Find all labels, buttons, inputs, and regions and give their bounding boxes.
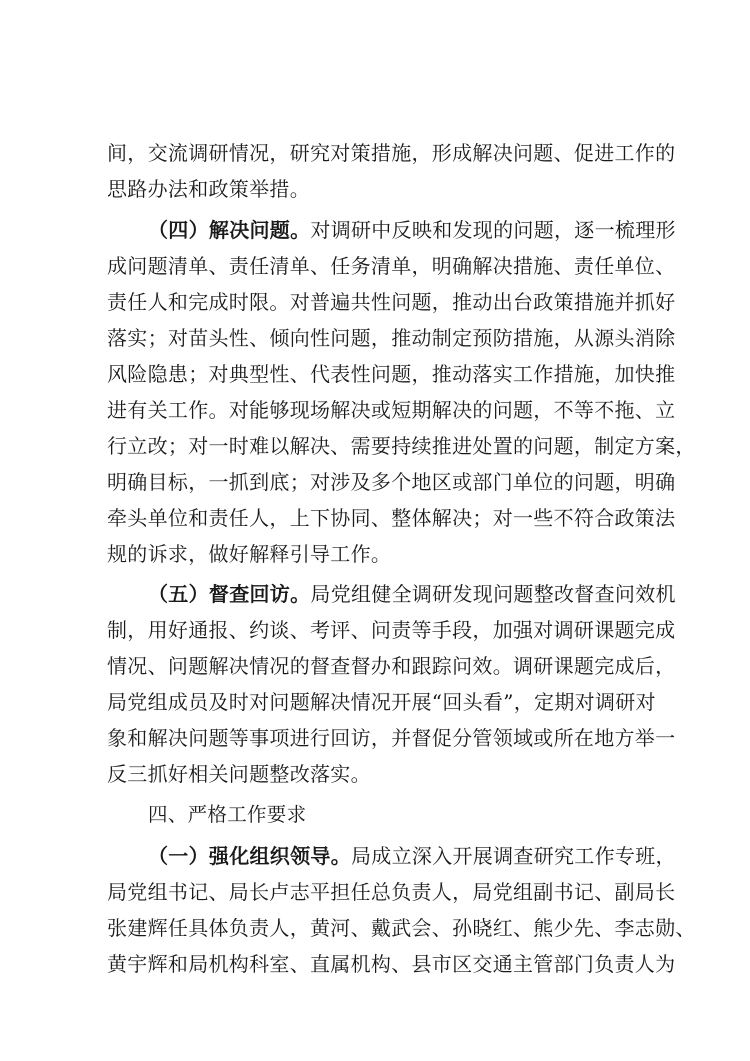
paragraph-line: 落实；对苗头性、倾向性问题，推动制定预防措施，从源头消除 (107, 326, 676, 350)
section-heading: 四、严格工作要求 (148, 803, 307, 826)
subsection-1-title: （一）强化组织领导。 (148, 844, 351, 868)
paragraph-line: 责任人和完成时限。对普遍共性问题，推动出台政策措施并抓好 (107, 290, 676, 314)
paragraph-line: 制，用好通报、约谈、考评、问责等手段，加强对调研课题完成 (107, 618, 676, 642)
paragraph-line: 行立改；对一时难以解决、需要持续推进处置的问题，制定方案， (107, 434, 696, 458)
paragraph-line: 张建辉任具体负责人，黄河、戴武会、孙晓红、熊少先、李志勋、 (107, 916, 696, 940)
paragraph-line: 间，交流调研情况，研究对策措施，形成解决问题、促进工作的 (107, 141, 676, 165)
paragraph-line: 象和解决问题等事项进行回访，并督促分管领域或所在地方举一 (107, 726, 676, 750)
paragraph-line: 风险隐患；对典型性、代表性问题，推动落实工作措施，加快推 (107, 362, 676, 386)
paragraph-line: 反三抓好相关问题整改落实。 (107, 762, 371, 786)
paragraph-line: 局党组书记、局长卢志平担任总负责人，局党组副书记、副局长 (107, 880, 676, 904)
paragraph-line: 局党组成员及时对问题解决情况开展“回头看”，定期对调研对 (107, 690, 656, 714)
paragraph-line: 牵头单位和责任人，上下协同、整体解决；对一些不符合政策法 (107, 506, 676, 530)
section-4-title: （四）解决问题。 (148, 218, 311, 242)
paragraph-line: 情况、问题解决情况的督查督办和跟踪问效。调研课题完成后， (107, 654, 676, 678)
paragraph-line: 成问题清单、责任清单、任务清单，明确解决措施、责任单位、 (107, 254, 676, 278)
paragraph-line: 进有关工作。对能够现场解决或短期解决的问题，不等不拖、立 (107, 398, 676, 422)
subsection-1-lead-line: （一）强化组织领导。局成立深入开展调查研究工作专班， (148, 844, 676, 868)
paragraph-line: 规的诉求，做好解释引导工作。 (107, 542, 392, 566)
section-5-title: （五）督查回访。 (148, 582, 311, 606)
paragraph-line: 思路办法和政策举措。 (107, 177, 310, 201)
section-5-lead-line: （五）督查回访。局党组健全调研发现问题整改督查问效机 (148, 582, 676, 606)
paragraph-line: 黄宇辉和局机构科室、直属机构、县市区交通主管部门负责人为 (107, 952, 676, 976)
paragraph-line: 明确目标，一抓到底；对涉及多个地区或部门单位的问题，明确 (107, 470, 676, 494)
section-4-lead-line: （四）解决问题。对调研中反映和发现的问题，逐一梳理形 (148, 218, 676, 242)
